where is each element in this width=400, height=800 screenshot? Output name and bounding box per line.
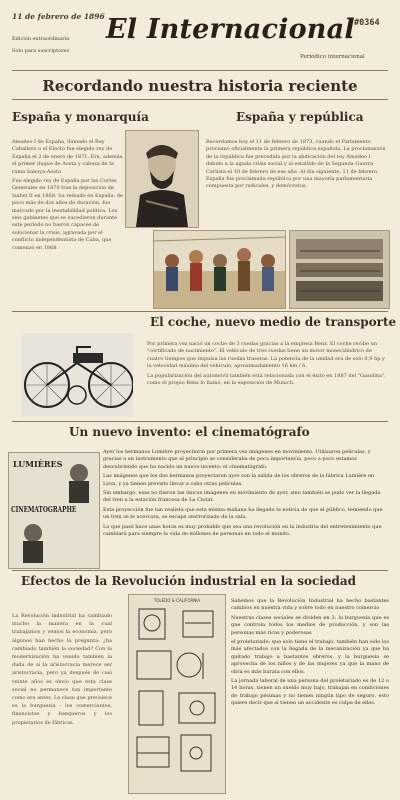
edition-info: [12, 36, 69, 60]
cinema-paragraph-4: Esta proyección fue tan realista que esta misma mañana ha llegado la noticia de que el público, temiendo que un tren se le acercara, se escapó aterrorizado de la sala.: [103, 506, 383, 521]
issue-number: #0364: [354, 18, 380, 28]
monarchy-article: [12, 139, 124, 254]
industrial-left-article: La Revolución industrial ha cambiado mucho la manera en la cual trabajamos y vemos la economía, pero algunos han hecho la pregunta: ¿ha cambiado también la sociedad? Con la modernización ha venido también la duda de si la aristocracia merece ser aristocracia, pero ya después de casi veinte años es obvio que esta clase social no permanece tan importante como era antes. La clase que prevalece es la burguesía - los comerciantes, financistas y banqueros y los propietarios de fábricas.: [12, 613, 113, 726]
main-headline: Recordando nuestra historia reciente: [42, 77, 358, 95]
section-rule-cinema: [12, 421, 388, 422]
issue-date: 11 de febrero de 1896: [12, 12, 105, 21]
republic-article: Recordamos hoy el 11 de febrero de 1873, cuando el Parlamento proclamó oficialmente la primera república española. La proclamación de la república fue precedida por la abdicación del rey Amadeo I debido a la aguda crisis social y al estallido de la Segunda Guerra Carlista el 10 de febrero de ese año. Al día siguiente, 11 de febrero, España fue proclamada república por una mayoría parlamentaria compuesta por radicales, y demócratas.: [206, 139, 386, 190]
masthead-rule: [12, 70, 388, 71]
cinema-article: [103, 449, 389, 540]
machinery-catalog-plate: [128, 594, 226, 794]
industrial-heading: Efectos de la Revolución industrial en la sociedad: [21, 574, 357, 588]
cinematographe-poster: [8, 452, 100, 569]
section-rule-car: [12, 311, 388, 312]
industrial-paragraph-4: La jornada laboral de una persona del proletariado es de 12 o 14 horas, tienen un sueldo muy bajo, trabajan en condiciones de trabajo pésimas y no tienen ningún tipo de seguro, esto quiere decir que si tienen un accidente es culpa de ellos.: [231, 678, 389, 707]
car-paragraph-1: Por primera vez nació un coche de 3 ruedas gracias a la empresa Benz. El coche recibe un "certificado de nacimiento". El vehículo de tres ruedas tiene un motor monocilíndrico de cuatro tiempos que impulsa las ruedas traseras. La potencia de la unidad era de solo 0,9 hp y la velocidad máxima del vehículo, aproximadamente 16 km / h.: [147, 341, 385, 370]
cinema-paragraph-5: Lo que pasó hace unas horas es muy probable que sea una revolución en la industria del entretenimiento que cambiará para siempre la vida de millones de personas en todo el mundo.: [103, 523, 382, 538]
monarchy-paragraph-2: Fue elegido rey de España por las Cortes Generales en 1870 tras la deposición de Isabel II en 1868. Su reinado en España, de poco más de dos años de duración, fue marcado por la inestabilidad política. Los seis gabinetes que se sucedieron durante este período no fueron capaces de solucionar la crisis, agravada por el conflicto independentista de Cuba, que comenzó en 1868.: [12, 178, 123, 251]
newspaper-subtitle: Periódico internacional: [300, 54, 365, 60]
headline-rule: [12, 99, 388, 100]
cinema-paragraph-2: Las imágenes que los dos hermanos proyectaron ayer son la salida de los obreros de la fábrica Lumière en Lyon, y ya tienen previsto llevar a cabo otras películas.: [103, 473, 375, 487]
subscribers-label: Solo para suscriptores: [12, 48, 70, 54]
monarchy-heading: España y monarquía: [12, 110, 149, 124]
industrial-right-article: [231, 598, 389, 710]
cinema-paragraph-1: Ayer los hermanos Lumière proyectaron por primera vez imágenes en movimiento. Utilizaron películas, y gracias a un instrumento que al principio se consideraba de poca importancia, poco a poco estamos descubriendo que ha nacido un nuevo invento: el cinematógrafo.: [103, 449, 371, 470]
car-heading: El coche, nuevo medio de transporte: [150, 315, 397, 329]
republic-illustration: [153, 230, 286, 309]
car-paragraph-2: La popularización del automóvil también está relacionada con el éxito en 1887 del "Gasolina", como el propio Benz lo llamó, en la exposición de Munich.: [147, 372, 386, 387]
poster-line-1: LUMIÈRES: [13, 459, 63, 469]
monarchy-paragraph-1: Amadeo I de España, llamado el Rey Caballero o el Electo fue elegido rey de España el 2 de enero de 1871. Era, además, el primer duque de Aosta y cabeza de la rama Saboya-Aosta: [12, 139, 124, 175]
parliament-engraving: [289, 230, 390, 309]
amadeo-portrait: [125, 130, 199, 228]
industrial-paragraph-3: el proletariado: que solo tiene el trabajo, también han sido los más afectados con la llegada de la mecanización ya que ha quitado trabajo a bastantes obreros, y la burguesía se aprovecha de los niños y de las mujeres ya que la mano de obra es más barata con ellos.: [231, 639, 389, 675]
cinema-heading: Un nuevo invento: el cinematógrafo: [69, 425, 310, 439]
newspaper-title: El Internacional: [106, 14, 355, 45]
industrial-paragraph-1: Sabemos que la Revolución Industrial ha hecho bastantes cambios en nuestra vida y sobre todo en nuestro comercio: [231, 598, 389, 612]
cinema-paragraph-3: Sin embargo, esas no fueron las únicas imágenes en movimiento de ayer, sino también se pudo ver la llegada del tren a la estación francesa de La Ciotat.: [103, 490, 381, 504]
edition-label: Edición extraordinaria: [12, 36, 70, 42]
benz-car-image: [21, 333, 133, 417]
plate-caption: TOLEDO & CALIFORNIA: [153, 598, 201, 603]
car-article: [147, 341, 387, 389]
industrial-paragraph-2: Nuestras clases sociales se dividen en 2: la burguesía que es que controla todos los medios de producción, y son las personas más ricas y poderosas: [231, 614, 389, 636]
poster-line-2: CINEMATOGRAPHE: [11, 505, 77, 515]
republic-heading: España y república: [236, 110, 364, 124]
section-rule-industrial: [12, 570, 388, 571]
